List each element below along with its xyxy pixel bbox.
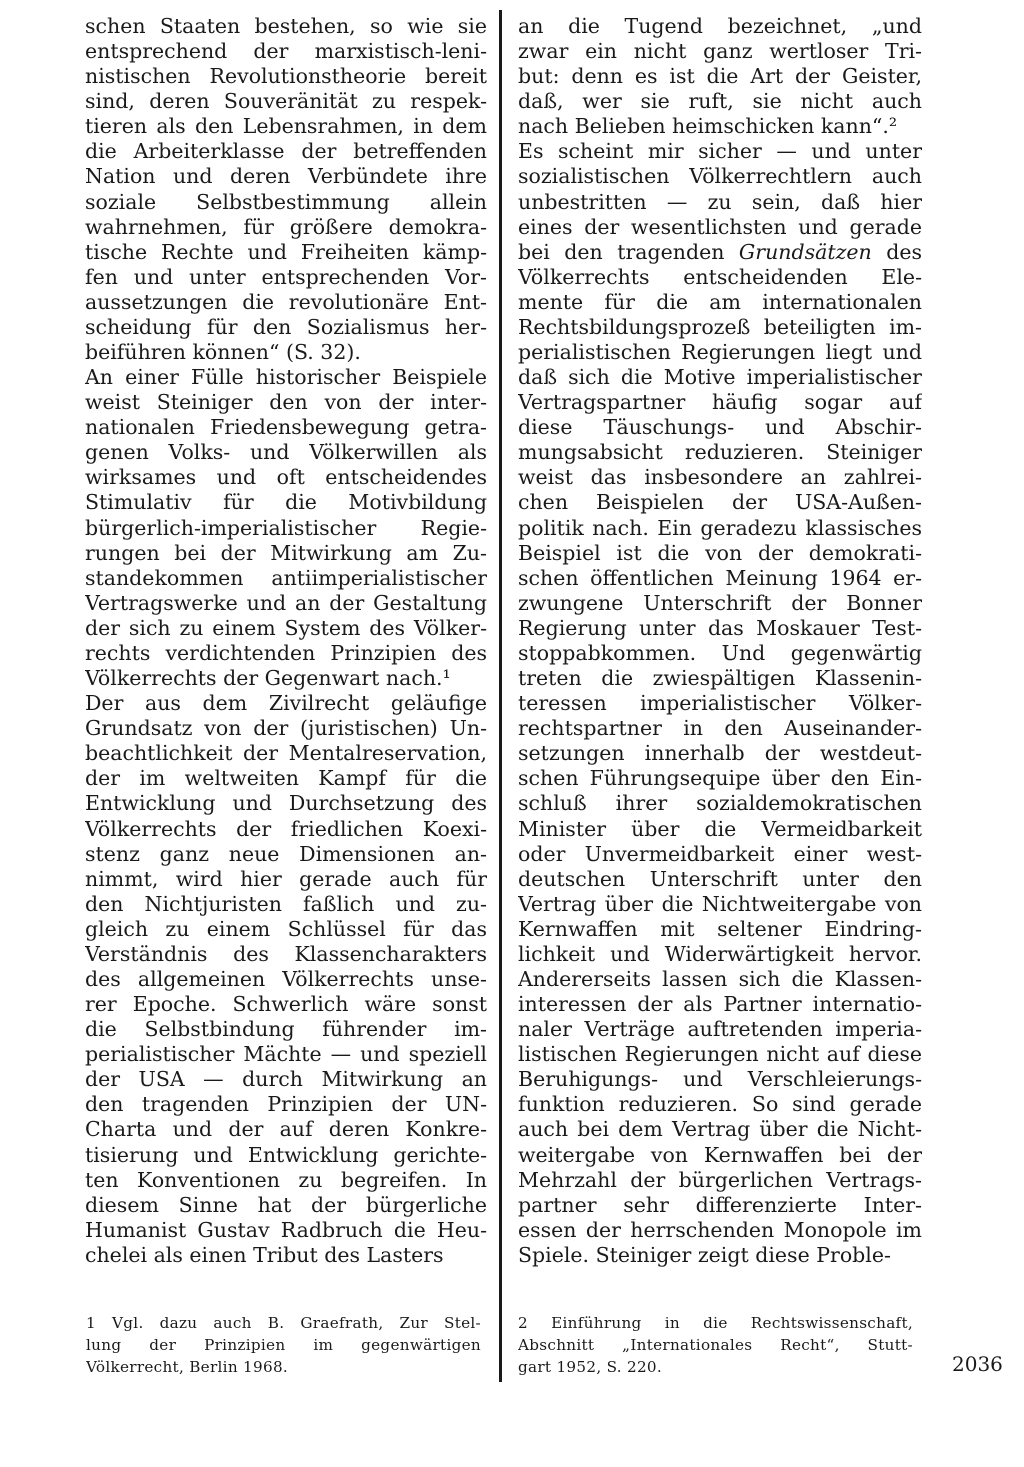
text-line: ten Konventionen zu begreifen. In [85,1167,487,1192]
text-line: Völkerrechts der friedlichen Koexi- [85,816,487,841]
text-line: Humanist Gustav Radbruch die Heu- [85,1217,487,1242]
column-divider [499,10,502,1382]
text-line: daß, wer sie ruft, sie nicht auch [518,89,922,114]
text-line: wahrnehmen, für größere demokra- [85,214,487,239]
text-line: wirksames und oft entscheidendes [85,465,487,490]
text-line: schen Staaten bestehen, so wie sie [85,14,487,38]
text-line: diese Täuschungs- und Abschir- [518,415,922,440]
text-line: Vertrag über die Nichtweitergabe von [518,891,922,916]
text-line: auch bei dem Vertrag über die Nicht- [518,1117,922,1142]
text-line: Grundsatz von der (juristischen) Un- [85,716,487,741]
text-line: essen der herrschenden Monopole im [518,1217,922,1242]
text-line: den Nichtjuristen faßlich und zu- [85,891,487,916]
text-line: rechtspartner in den Auseinander- [518,716,922,741]
text-line: entsprechend der marxistisch-leni- [85,39,487,64]
text-line: politik nach. Ein geradezu klassisches [518,515,922,540]
text-line: Beruhigungs- und Verschleierungs- [518,1067,922,1092]
text-line: rungen bei der Mitwirkung am Zu- [85,540,487,565]
text-line: listischen Regierungen nicht auf diese [518,1042,922,1067]
text-line: schen öffentlichen Meinung 1964 er- [518,565,922,590]
text-line: nistischen Revolutionstheorie bereit [85,64,487,89]
text-line: mente für die am internationalen [518,289,922,314]
text-line: daß sich die Motive imperialistischer [518,365,922,390]
text-line: schluß ihrer sozialdemokratischen [518,791,922,816]
text-line: naler Verträge auftretenden imperia- [518,1017,922,1042]
text-line: stenz ganz neue Dimensionen an- [85,841,487,866]
text-line: chelei als einen Tribut des Lasters [85,1242,444,1267]
text-line: diesem Sinne hat der bürgerliche [85,1192,487,1217]
text-line: Spiele. Steiniger zeigt diese Proble- [518,1242,891,1267]
text-line: nationalen Friedensbewegung getra- [85,415,487,440]
text-line: Kernwaffen mit seltener Eindring- [518,916,922,941]
text-line: lichkeit und Widerwärtigkeit hervor. [518,941,922,966]
text-line: Vertragswerke und an der Gestaltung [85,590,487,615]
text-line: Beispiel ist die von der demokrati- [518,540,922,565]
text-line: schen Führungsequipe über den Ein- [518,766,922,791]
text-line: but: denn es ist die Art der Geister, [518,64,922,89]
text-line: perialistischen Regierungen liegt und [518,340,922,365]
text-line: perialistischer Mächte — und speziell [85,1042,487,1067]
text-line: An einer Fülle historischer Beispiele [85,365,487,390]
text-line: Völkerrechts entscheidenden Ele- [518,264,922,289]
text-line: standekommen antiimperialistischer [85,565,487,590]
text-line: beachtlichkeit der Mentalreservation, [85,741,487,766]
text-line: chen Beispielen der USA-Außen- [518,490,922,515]
text-line: zwar ein nicht ganz wertloser Tri- [518,39,922,64]
text-line: funktion reduzieren. So sind gerade [518,1092,922,1117]
text-line: soziale Selbstbestimmung allein [85,189,487,214]
footnote-right [518,1312,913,1378]
text-line: treten die zwiespältigen Klassenin- [518,666,922,691]
text-line: interessen der als Partner internatio- [518,992,922,1017]
text-line: der im weltweiten Kampf für die [85,766,487,791]
text-line: rechts verdichtenden Prinzipien des [85,640,487,665]
text-line: weitergabe von Kernwaffen bei der [518,1142,922,1167]
text-line: partner sehr differenzierte Inter- [518,1192,922,1217]
text-line: fen und unter entsprechenden Vor- [85,264,487,289]
footnote-left [86,1312,481,1378]
text-line: stoppabkommen. Und gegenwärtig [518,640,922,665]
footnote-line: lung der Prinzipien im gegenwärtigen [86,1336,481,1354]
text-line: Verständnis des Klassencharakters [85,941,487,966]
text-line: tisierung und Entwicklung gerichte- [85,1142,487,1167]
text-line: sozialistischen Völkerrechtlern auch [518,164,922,189]
footnote-line: Völkerrecht, Berlin 1968. [86,1358,289,1376]
text-line: oder Unvermeidbarkeit einer west- [518,841,922,866]
text-line: Es scheint mir sicher — und unter [518,139,922,164]
text-line: nach Belieben heimschicken kann“.² [518,114,898,139]
text-line: setzungen innerhalb der westdeut- [518,741,922,766]
right-column [518,14,922,1268]
text-line: Vertragspartner häufig sogar auf [518,390,922,415]
text-line: Andererseits lassen sich die Klassen- [518,966,922,991]
italic-emphasis: Grundsätzen [738,239,872,264]
text-line: beiführen können“ (S. 32). [85,340,361,365]
text-line: die Arbeiterklasse der betreffenden [85,139,487,164]
text-line: bürgerlich-imperialistischer Regie- [85,515,487,540]
footnote-line: gart 1952, S. 220. [518,1358,663,1376]
text-line: Entwicklung und Durchsetzung des [85,791,487,816]
text-line: Der aus dem Zivilrecht geläufige [85,691,487,716]
text-line: Regierung unter das Moskauer Test- [518,615,922,640]
text-line: des allgemeinen Völkerrechts unse- [85,966,487,991]
text-line: sind, deren Souveränität zu respek- [85,89,487,114]
text-line: der USA — durch Mitwirkung an [85,1067,487,1092]
text-line: der sich zu einem System des Völker- [85,615,487,640]
footnote-line: 1 Vgl. dazu auch B. Graefrath, Zur Stel- [86,1314,481,1332]
page-number: 2036 [952,1352,1003,1376]
text-line: deutschen Unterschrift unter den [518,866,922,891]
text-line: Minister über die Vermeidbarkeit [518,816,922,841]
text-line: bei den tragenden Grundsätzen des [518,239,922,264]
text-line: Stimulativ für die Motivbildung [85,490,487,515]
text-line: weist Steiniger den von der inter- [85,390,487,415]
text-line: teressen imperialistischer Völker- [518,691,922,716]
text-line: die Selbstbindung führender im- [85,1017,487,1042]
text-line: gleich zu einem Schlüssel für das [85,916,487,941]
text-line: Mehrzahl der bürgerlichen Vertrags- [518,1167,922,1192]
text-line: eines der wesentlichsten und gerade [518,214,922,239]
text-line: an die Tugend bezeichnet, „und [518,14,922,38]
text-line: tieren als den Lebensrahmen, in dem [85,114,487,139]
footnote-line: Abschnitt „Internationales Recht“, Stutt- [518,1336,913,1354]
text-line: Rechtsbildungsprozeß beteiligten im- [518,314,922,339]
text-line: weist das insbesondere an zahlrei- [518,465,922,490]
text-line: unbestritten — zu sein, daß hier [518,189,922,214]
text-line: rer Epoche. Schwerlich wäre sonst [85,992,487,1017]
text-line: Völkerrechts der Gegenwart nach.¹ [85,666,451,691]
left-column [85,14,487,1268]
text-line: tische Rechte und Freiheiten kämp- [85,239,487,264]
text-line: scheidung für den Sozialismus her- [85,314,487,339]
footnote-line: 2 Einführung in die Rechtswissenschaft, [518,1314,913,1332]
text-line: genen Volks- und Völkerwillen als [85,440,487,465]
text-line: Nation und deren Verbündete ihre [85,164,487,189]
text-line: Charta und der auf deren Konkre- [85,1117,487,1142]
text-line: nimmt, wird hier gerade auch für [85,866,487,891]
text-line: den tragenden Prinzipien der UN- [85,1092,487,1117]
text-line: zwungene Unterschrift der Bonner [518,590,922,615]
text-line: aussetzungen die revolutionäre Ent- [85,289,487,314]
text-line: mungsabsicht reduzieren. Steiniger [518,440,922,465]
